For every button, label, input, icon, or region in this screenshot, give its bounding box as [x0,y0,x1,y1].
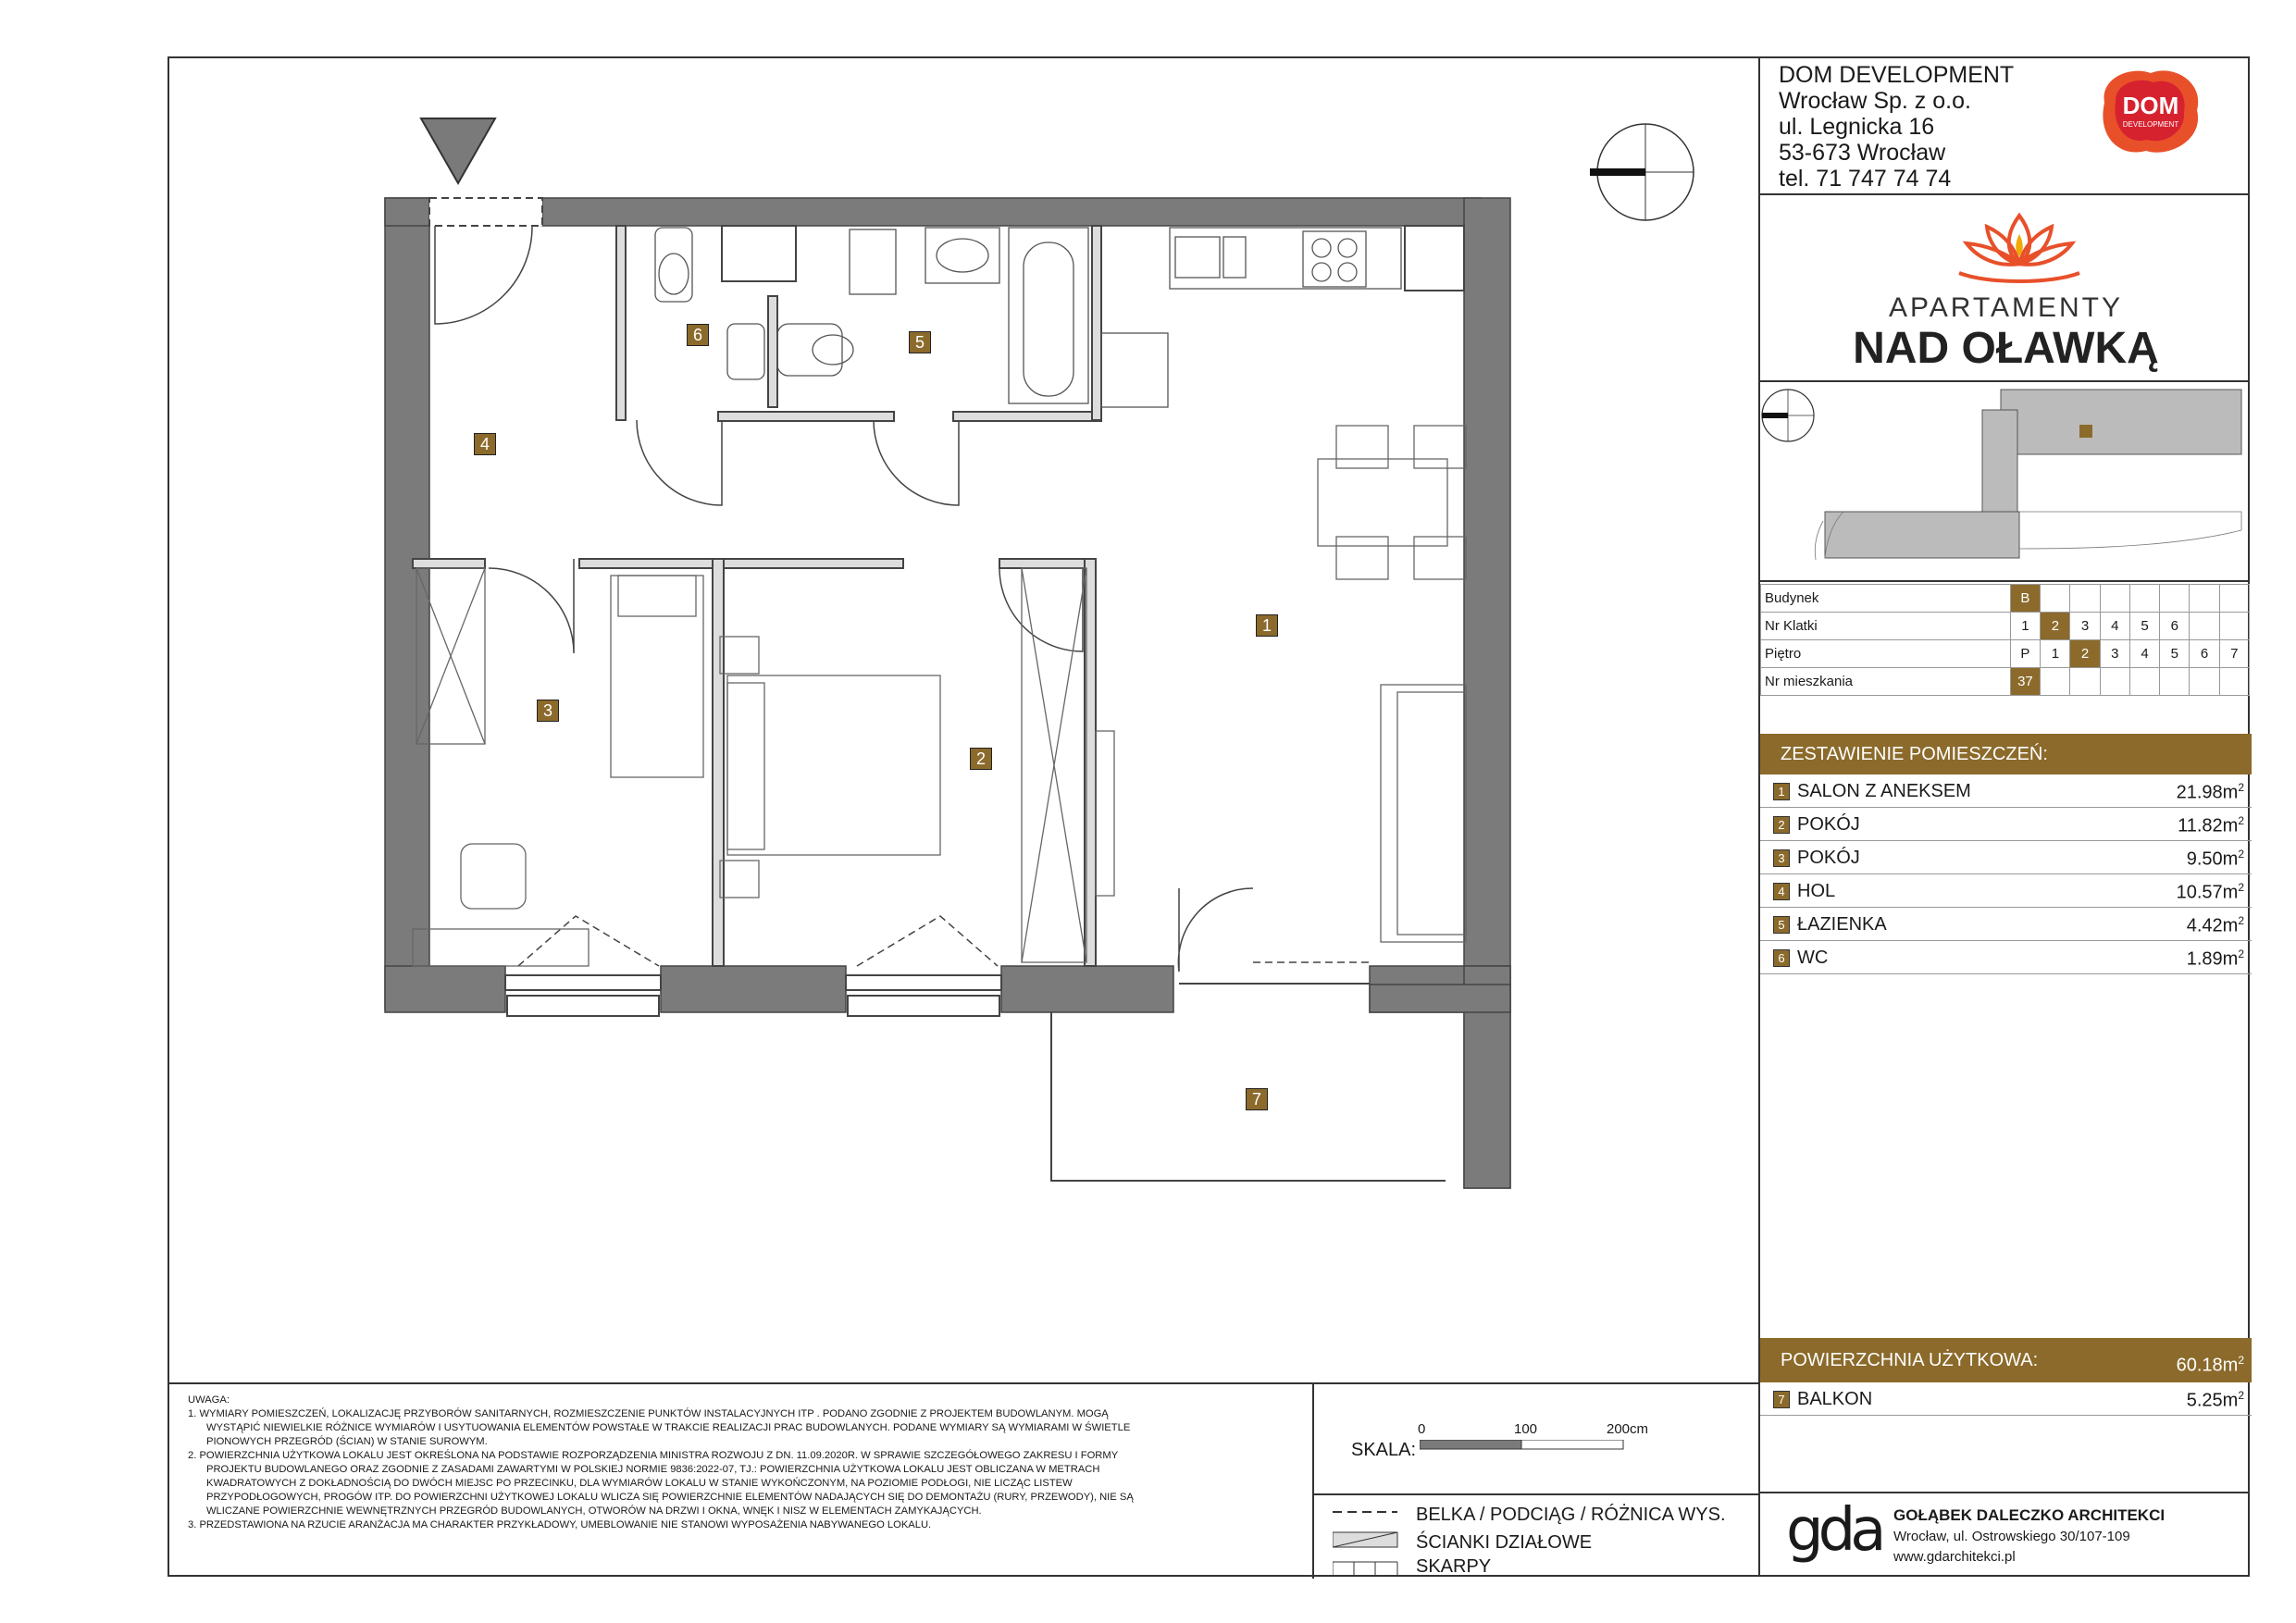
note-3: 3. PRZEDSTAWIONA NA RZUCIE ARANŻACJA MA CHARAKTER PRZYKŁADOWY, UMEBLOWANIE NIE STANOWI WYPOSAŻENIA NABYWANEGO LOKALU. [188,1519,932,1530]
scale-tick-200: 200cm [1607,1421,1649,1437]
room-area: $9.50m^2$ [2186,848,2244,870]
klatka-option: 1 [2010,613,2041,640]
architect-logo: gda [1786,1496,1881,1565]
mieszkanie-label: Nr mieszkania [1761,668,2011,696]
project-subtitle: APARTAMENTY [1888,292,2124,323]
room-tag-6[interactable]: 6 [687,324,709,346]
legend-block [1312,1493,1758,1579]
balcony-row [1760,1382,2252,1416]
balcony-number: 7 [1773,1391,1790,1408]
room-name: HOL [1797,881,1836,901]
room-name: POKÓJ [1797,814,1860,835]
info-panel [1758,56,2250,1577]
pietro-option: 6 [2190,640,2219,668]
room-row [1760,808,2252,841]
room-tag-1[interactable]: 1 [1256,614,1278,637]
room-row [1760,841,2252,874]
note-1-cont: WYSTĄPIĆ NIEWIELKIE RÓŻNICE WYMIARÓW I USYTUOWANIA ELEMENTÓW POWSTAŁE W TRAKCIE REALIZACJI PRAC BUDOWLANYCH. PODANE WYMIARY SĄ WYMIARAMI W ŚWIETLE [206,1422,1131,1433]
architect-block [1758,1492,2250,1577]
pietro-option: 5 [2160,640,2190,668]
room-name: SALON Z ANEKSEM [1797,781,1971,801]
room-row [1760,908,2252,941]
legend-beam: BELKA / PODCIĄG / RÓŻNICA WYS. [1416,1505,1726,1525]
room-tag-4[interactable]: 4 [474,433,496,455]
scale-bar [1312,1384,1758,1493]
pietro-option: 4 [2129,640,2159,668]
usable-area-row [1760,1338,2252,1382]
pietro-option: 1 [2041,640,2070,668]
room-number: 3 [1773,849,1790,867]
room-tag-3[interactable]: 3 [537,700,559,722]
architect-website: www.gdarchitekci.pl [1893,1549,2016,1565]
pietro-option: P [2010,640,2041,668]
company-address [1779,62,2014,192]
klatka-option: 6 [2160,613,2190,640]
note-1-cont: PIONOWYCH PRZEGRÓD (ŚCIAN) W STANIE SUROWYM. [206,1436,488,1447]
klatka-option: 5 [2129,613,2159,640]
room-number: 6 [1773,949,1790,967]
pietro-label: Piętro [1761,640,2011,668]
site-compass-icon [1762,390,1814,441]
pietro-option-selected: 2 [2070,640,2100,668]
room-tag-2[interactable]: 2 [970,748,992,770]
dom-logo-text: DOM [2122,92,2179,119]
legend-reveal: SKARPY [1416,1556,1492,1577]
room-name: WC [1797,948,1829,968]
room-number: 1 [1773,783,1790,800]
scale-tick-0: 0 [1418,1421,1426,1437]
room-number: 2 [1773,816,1790,834]
room-area: $4.42m^2$ [2186,914,2244,936]
klatka-label: Nr Klatki [1761,613,2011,640]
lotus-logo-icon [1950,206,2089,290]
company-phone: tel. 71 747 74 74 [1779,166,1952,192]
dom-logo-subtext: DEVELOPMENT [2122,120,2179,129]
room-tag-5[interactable]: 5 [909,331,931,353]
usable-area-label: POWIERZCHNIA UŻYTKOWA: [1781,1350,2039,1370]
room-area: $11.82m^2$ [2178,814,2244,836]
note-2-cont: PROJEKTU BUDOWLANEGO ORAZ ZGODNIE Z ZASADAMI ZAWARTYMI W POLSKIEJ NORMIE 9836:2022-07, TJ.: POWIERZCHNIA UŻYTKOWA LOKALU JEST OBLICZANA W METRACH [206,1464,1100,1475]
room-number: 5 [1773,916,1790,934]
apartment-meta-table [1760,584,2250,696]
architect-address: Wrocław, ul. Ostrowskiego 30/107-109 [1893,1529,2130,1544]
footer-strip [168,1382,1758,1577]
site-plan-map [1760,382,2252,572]
room-number: 4 [1773,883,1790,900]
room-name: POKÓJ [1797,848,1860,868]
budynek-label: Budynek [1761,585,2011,613]
dom-development-logo [2095,66,2206,158]
klatka-option: 4 [2100,613,2129,640]
klatka-option-selected: 2 [2041,613,2070,640]
company-name: DOM DEVELOPMENT [1779,62,2015,88]
room-row [1760,774,2252,808]
usable-area-value: $60.18m^2$ [2176,1354,2244,1376]
notes-block [188,1394,1312,1532]
company-street: ul. Legnicka 16 [1779,114,1935,140]
pietro-option: 3 [2100,640,2129,668]
klatka-option: 3 [2070,613,2100,640]
rooms-header: ZESTAWIENIE POMIESZCZEŃ: [1760,734,2252,774]
scale-tick-100: 100 [1514,1421,1538,1437]
pietro-option: 7 [2219,640,2249,668]
compass-icon [1590,124,1694,220]
budynek-value: B [2010,585,2041,613]
entrance-arrow-icon [421,118,495,183]
note-2-cont: KWADRATOWYCH Z DOKŁADNOŚCIĄ DO DWÓCH MIEJSC PO PRZECINKU, DLA WYMIARÓW LOKALU W STANIE WYKOŃCZONYM, NA POZIOMIE PODŁOGI, NIE LICZĄC LISTEW [206,1478,1073,1489]
room-area: $21.98m^2$ [2176,781,2244,803]
room-row [1760,874,2252,908]
balcony-name: BALKON [1797,1389,1873,1409]
room-row [1760,941,2252,974]
reveal-icon [1333,1562,1397,1575]
room-name: ŁAZIENKA [1797,914,1887,935]
scale-graphic [1420,1440,1632,1453]
company-postcode: 53-673 Wrocław [1779,140,1946,166]
legend-partition: ŚCIANKI DZIAŁOWE [1416,1532,1593,1553]
mieszkanie-value: 37 [2010,668,2041,696]
note-2: 2. POWIERZCHNIA UŻYTKOWA LOKALU JEST OKREŚLONA NA PODSTAWIE ROZPORZĄDZENIA MINISTRA ROZWOJU Z DN. 11.09.2020R. W SPRAWIE SZCZEGÓŁOWEGO ZAKRESU I FORMY [188,1450,1119,1461]
company-city: Wrocław Sp. z o.o. [1779,88,1971,114]
architect-name: GOŁĄBEK DALECZKO ARCHITEKCI [1893,1506,2166,1524]
notes-title: UWAGA: [188,1394,230,1406]
project-title: NAD OŁAWKĄ [1853,324,2159,373]
scale-label: SKALA: [1351,1440,1417,1460]
legend-symbols [1333,1503,1407,1577]
note-2-cont: WLICZANE POWIERZCHNIE WEWNĘTRZNYCH PRZEGRÓD BUDOWLANYCH, OTWORÓW NA DRZWI I OKNA, WNĘK I NISZ W ELEMENTACH ZAMYKAJĄCYCH. [206,1505,982,1517]
room-area: $10.57m^2$ [2176,881,2244,903]
balcony-area: $5.25m^2$ [2186,1389,2244,1411]
room-tag-7[interactable]: 7 [1246,1088,1268,1110]
note-1: 1. WYMIARY POMIESZCZEŃ, LOKALIZACJĘ PRZYBORÓW SANITARNYCH, ROZMIESZCZENIE PUNKTÓW INSTALACYJNYCH ITP . PODANO ZGODNIE Z PROJEKTEM BUDOWLANYM. MOGĄ [188,1408,1109,1419]
note-2-cont: PRZYPODŁOGOWYCH, PROGÓW ITP. DO POWIERZCHNI UŻYTKOWEJ LOKALU WLICZA SIĘ POWIERZCHNIE ELEMENTÓW NADAJĄCYCH SIĘ DO DEMONTAŻU (RURY, PRZEWODY), NIE SĄ [206,1492,1134,1503]
room-area: $1.89m^2$ [2186,948,2244,970]
